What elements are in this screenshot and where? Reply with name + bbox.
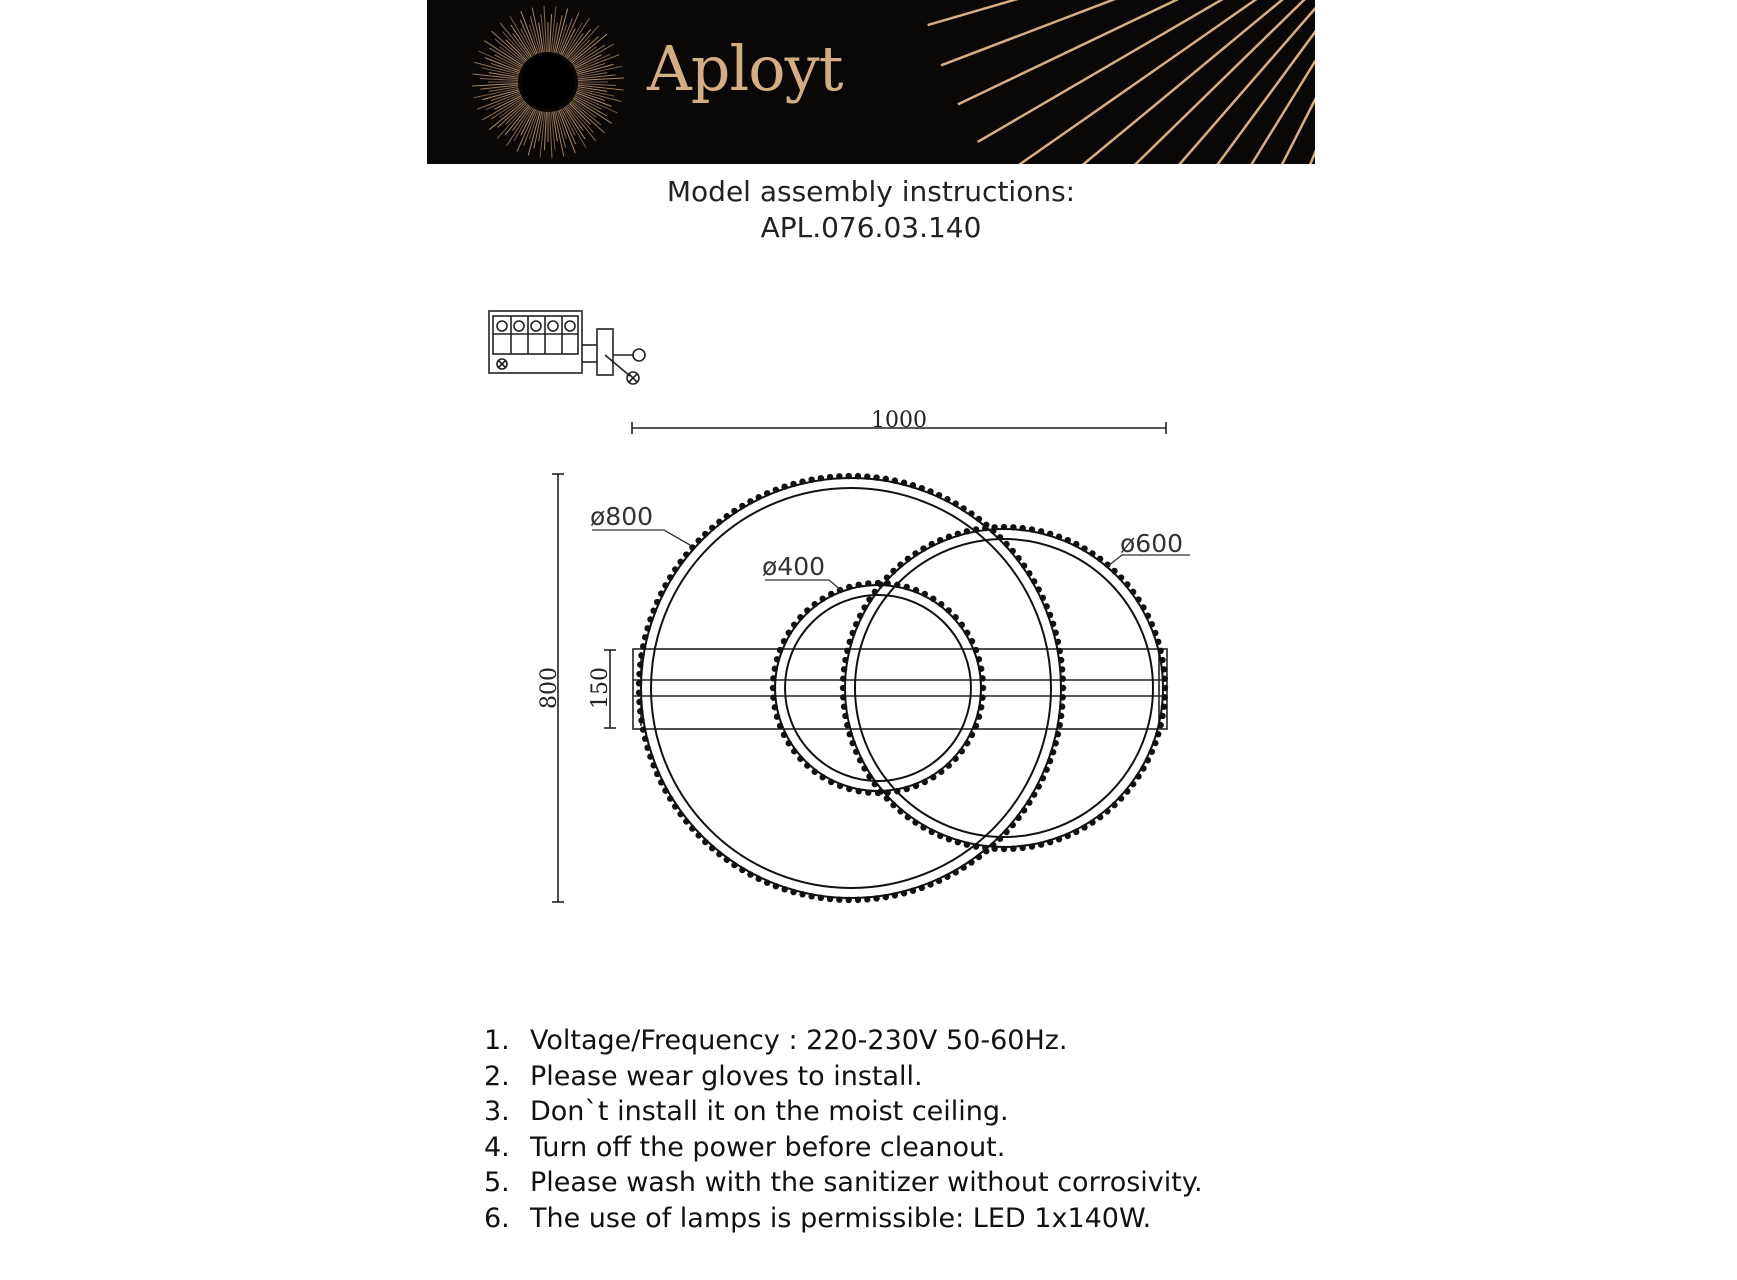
ring-large	[636, 473, 1066, 903]
item-number: 1.	[484, 1025, 510, 1056]
item-number: 6.	[484, 1202, 510, 1234]
height-dimension-label: 800	[537, 667, 562, 709]
list-item	[484, 1094, 1203, 1130]
brand-logo: Aployt	[647, 32, 843, 105]
item-number: 5.	[484, 1167, 510, 1198]
instruction-list	[484, 1023, 1203, 1236]
model-number: APL.076.03.140	[760, 211, 982, 244]
terminal-block-icon	[489, 311, 645, 384]
item-text: Please wear gloves to install.	[530, 1060, 923, 1092]
item-text: The use of lamps is permissible: LED 1x140W.	[530, 1202, 1152, 1234]
list-item	[484, 1059, 1203, 1095]
list-item	[484, 1201, 1203, 1237]
plate-height-dimension-label: 150	[588, 667, 613, 709]
list-item	[484, 1130, 1203, 1166]
item-number: 4.	[484, 1131, 510, 1163]
ring-small-label: ø400	[762, 552, 826, 581]
item-text: Voltage/Frequency : 220-230V 50-60Hz.	[530, 1025, 1068, 1056]
item-text: Please wash with the sanitizer without corrosivity.	[530, 1167, 1203, 1198]
crystal-rings	[636, 473, 1168, 903]
ring-large-label: ø800	[590, 502, 654, 531]
width-dimension-label: 1000	[871, 408, 927, 433]
list-item	[484, 1023, 1203, 1059]
ring-medium-label: ø600	[1120, 529, 1184, 558]
item-number: 2.	[484, 1060, 510, 1092]
item-text: Turn off the power before cleanout.	[530, 1131, 1006, 1163]
ring-small	[770, 580, 986, 796]
list-item	[484, 1165, 1203, 1201]
ring-medium	[840, 524, 1168, 852]
item-number: 3.	[484, 1096, 510, 1127]
mounting-plate	[633, 649, 1167, 729]
item-text: Don`t install it on the moist ceiling.	[530, 1096, 1009, 1127]
page-title: Model assembly instructions:	[666, 175, 1076, 208]
